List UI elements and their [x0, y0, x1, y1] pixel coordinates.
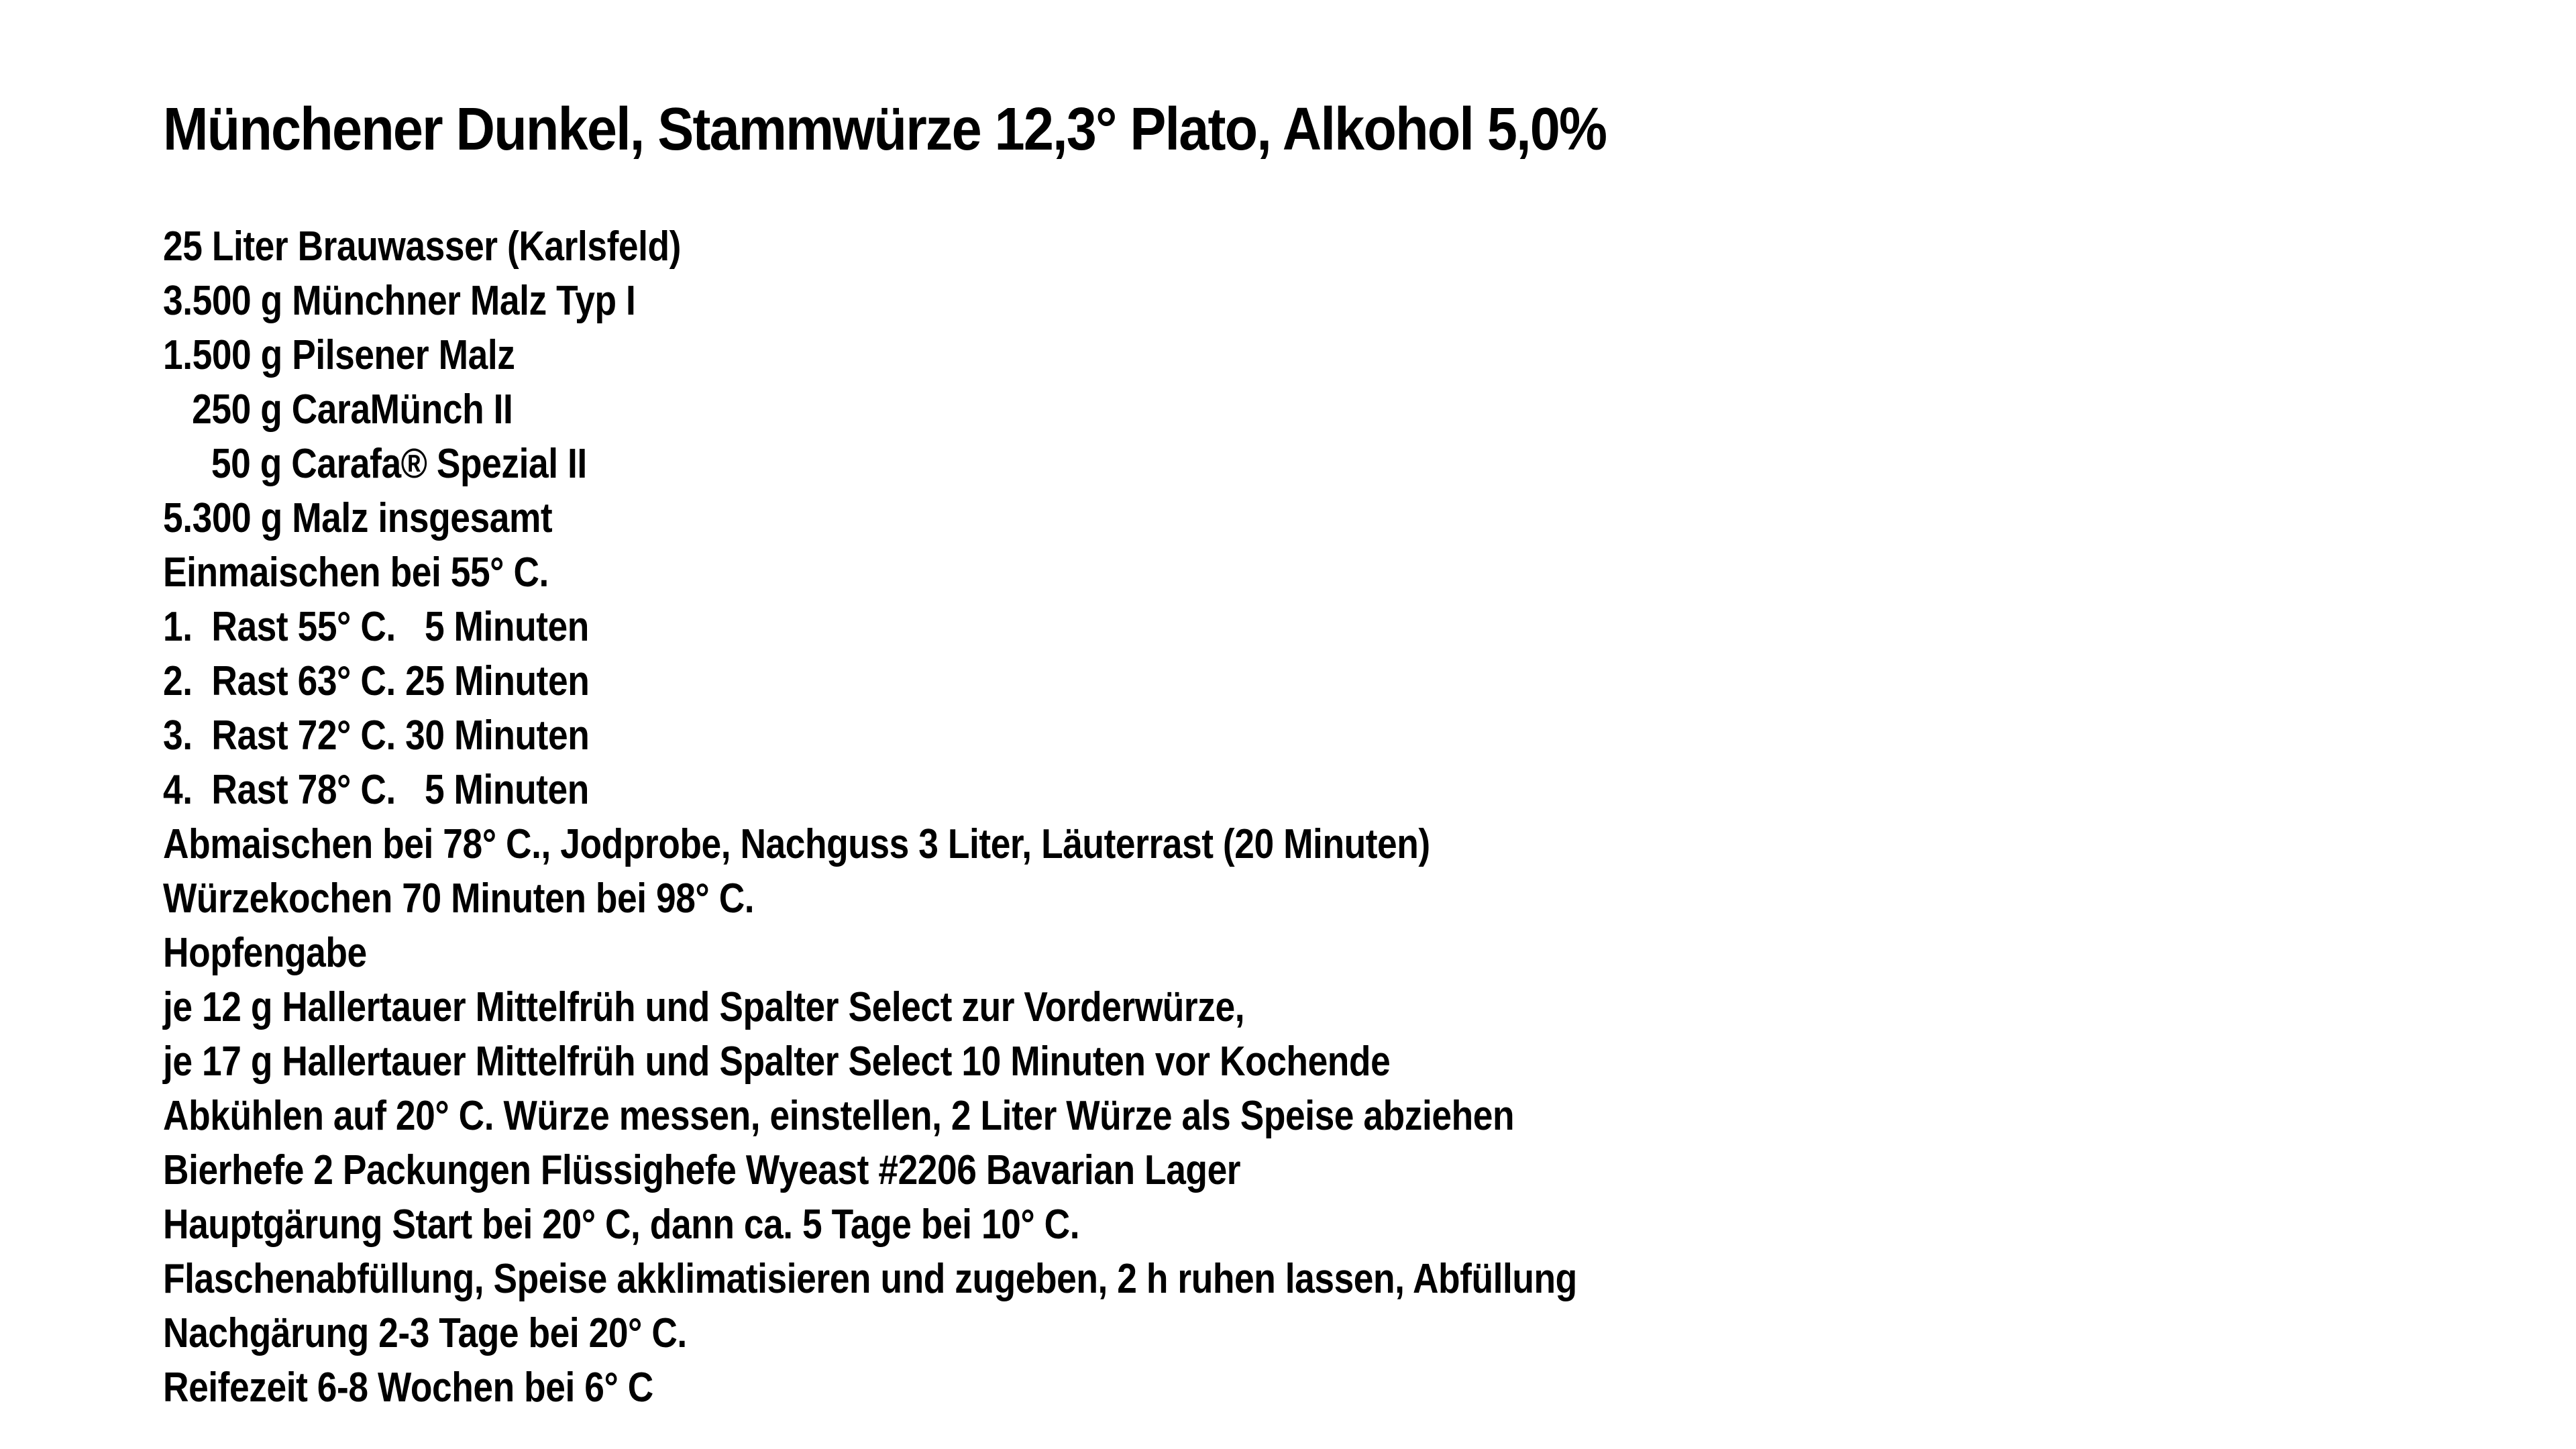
- recipe-line: Hauptgärung Start bei 20° C, dann ca. 5 Tage bei 10° C.: [163, 1201, 1080, 1248]
- recipe-line: Flaschenabfüllung, Speise akklimatisieren und zugeben, 2 h ruhen lassen, Abfüllung: [163, 1256, 1577, 1302]
- slide-title: Münchener Dunkel, Stammwürze 12,3° Plato, Alkohol 5,0%: [163, 96, 1607, 163]
- recipe-line: Nachgärung 2-3 Tage bei 20° C.: [163, 1310, 687, 1356]
- recipe-line: je 17 g Hallertauer Mittelfrüh und Spalter Select 10 Minuten vor Kochende: [163, 1038, 1391, 1085]
- recipe-line: 1.500 g Pilsener Malz: [163, 332, 515, 378]
- recipe-line: 5.300 g Malz insgesamt: [163, 495, 553, 541]
- recipe-line: 1. Rast 55° C. 5 Minuten: [163, 604, 589, 650]
- recipe-line: 3. Rast 72° C. 30 Minuten: [163, 712, 590, 759]
- recipe-line: Hopfengabe: [163, 930, 367, 976]
- recipe-line: 25 Liter Brauwasser (Karlsfeld): [163, 223, 681, 270]
- recipe-line: Würzekochen 70 Minuten bei 98° C.: [163, 875, 755, 922]
- recipe-line: Abkühlen auf 20° C. Würze messen, einstellen, 2 Liter Würze als Speise abziehen: [163, 1093, 1515, 1139]
- recipe-line: Reifezeit 6-8 Wochen bei 6° C: [163, 1364, 653, 1411]
- recipe-line: je 12 g Hallertauer Mittelfrüh und Spalter Select zur Vorderwürze,: [163, 984, 1245, 1030]
- recipe-line: 2. Rast 63° C. 25 Minuten: [163, 658, 590, 704]
- recipe-line: Abmaischen bei 78° C., Jodprobe, Nachguss 3 Liter, Läuterrast (20 Minuten): [163, 821, 1430, 867]
- recipe-line: Bierhefe 2 Packungen Flüssighefe Wyeast #2206 Bavarian Lager: [163, 1147, 1241, 1193]
- recipe-list: [163, 219, 1577, 1415]
- recipe-line: 4. Rast 78° C. 5 Minuten: [163, 767, 589, 813]
- recipe-line: 3.500 g Münchner Malz Typ I: [163, 278, 636, 324]
- recipe-line: 250 g CaraMünch II: [163, 386, 513, 433]
- recipe-line: Einmaischen bei 55° C.: [163, 549, 549, 596]
- recipe-line: 50 g Carafa® Spezial II: [163, 441, 587, 487]
